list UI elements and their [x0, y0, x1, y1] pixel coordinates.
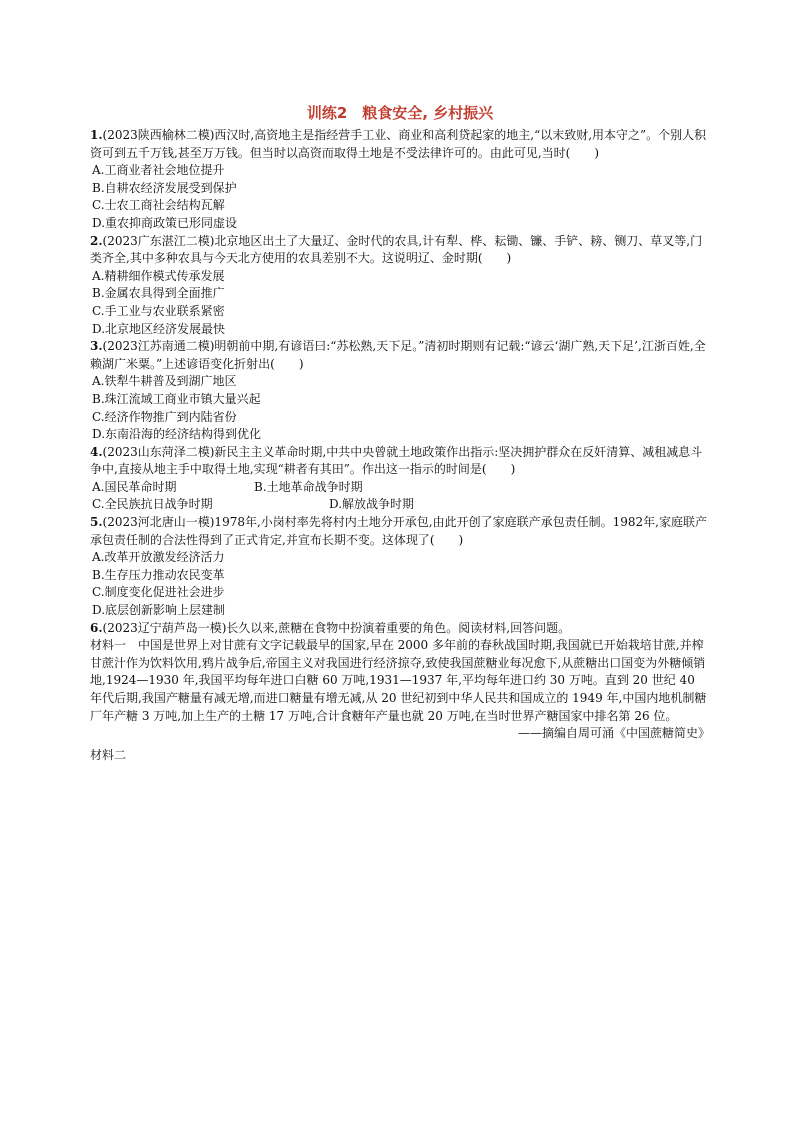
options-row-1	[90, 479, 710, 497]
option-b: B.自耕农经济发展受到保护	[92, 180, 237, 195]
option-c: C.士农工商社会结构瓦解	[92, 198, 225, 213]
option-b: B.生存压力推动农民变革	[92, 567, 225, 582]
question-number: 3.	[90, 339, 103, 354]
question-number: 6.	[90, 620, 103, 635]
option-b: B.土地革命战争时期	[254, 479, 363, 494]
option-b: B.珠江流域工商业市镇大量兴起	[92, 391, 261, 406]
option-d: D.北京地区经济发展最快	[92, 321, 226, 336]
option-a: A.国民革命时期	[92, 479, 177, 494]
material-1-source: ——摘编自周可涌《中国蔗糖简史》	[517, 726, 710, 741]
question-3-stem: 3.(2023江苏南通二模)明朝前中期,有谚语曰:“苏松熟,天下足。”清初时期则有记载:“谚云‘湖广熟,天下足’,江浙百姓,全赖湖广米粟。”上述谚语变化折射出( )	[90, 339, 706, 371]
option-c: C.制度变化促进社会进步	[92, 585, 225, 600]
option-c: C.全民族抗日战争时期	[92, 497, 213, 512]
question-3	[90, 338, 710, 444]
page-title: 训练2 粮食安全, 乡村振兴	[306, 104, 494, 122]
question-4	[90, 444, 710, 514]
question-5-stem: 5.(2023河北唐山一模)1978年,小岗村率先将村内土地分开承包,由此开创了家庭联产承包责任制。1982年,家庭联产承包责任制的合法性得到了正式肯定,并宣布长期不变。这体现了( )	[90, 515, 707, 547]
options-row-2	[90, 496, 710, 514]
option-d: D.底层创新影响上层建制	[92, 603, 226, 618]
question-1-stem: 1.(2023陕西榆林二模)西汉时,高资地主是指经营手工业、商业和高利贷起家的地主,“以末致财,用本守之”。个别人积资可到五千万钱,甚至万万钱。但当时以高资而取得土地是不受法律许可的。由此可见,当时( )	[90, 128, 707, 160]
option-d: D.重农抑商政策已形同虚设	[92, 215, 238, 230]
option-a: A.精耕细作模式传承发展	[92, 268, 225, 283]
question-6	[90, 620, 710, 765]
question-2	[90, 233, 710, 339]
question-1	[90, 127, 710, 233]
question-4-stem: 4.(2023山东菏泽二模)新民主主义革命时期,中共中央曾就土地政策作出指示:坚决拥护群众在反奸清算、减租减息斗争中,直接从地主手中取得土地,实现“耕者有其田”。作出这一指示的时间是( )	[90, 444, 703, 477]
option-c: C.手工业与农业联系紧密	[92, 303, 225, 318]
question-5	[90, 514, 710, 620]
option-a: A.工商业者社会地位提升	[92, 163, 225, 178]
question-number: 1.	[90, 128, 103, 142]
option-a: A.改革开放激发经济活力	[92, 550, 225, 565]
question-number: 5.	[90, 515, 103, 530]
material-2-label: 材料二	[90, 747, 127, 762]
question-6-stem: 6.(2023辽宁葫芦岛一模)长久以来,蔗糖在食物中扮演着重要的角色。阅读材料,回答问题。	[90, 620, 571, 635]
question-number: 2.	[90, 233, 103, 248]
option-b: B.金属农具得到全面推广	[92, 286, 225, 301]
question-number: 4.	[90, 444, 103, 459]
material-1-text: 材料一 中国是世界上对甘蔗有文字记载最早的国家,早在 2000 多年前的春秋战国时期,我国就已开始栽培甘蔗,并榨甘蔗汁作为饮料饮用,鸦片战争后,帝国主义对我国进行经济掠夺,致使我国蔗糖业每况愈下,从蔗糖出口国变为外糖倾销地,1924—1930 年,我国平均每年进口白糖 60 万吨,1931—1937 年,平均每年进口约 30 万吨。直到 20 世纪 40 年代后期,我国产糖量有减无增,而进口糖量有增无减,从 20 世纪初到中华人民共和国成立的 1949 年,中国内地机制糖厂年产糖 3 万吨,加上生产的土糖 17 万吨,合计食糖年产量也就 20 万吨,在当时世界产糖国家中排名第 26 位。	[90, 638, 707, 723]
question-2-stem: 2.(2023广东湛江二模)北京地区出土了大量辽、金时代的农具,计有犁、桦、耘锄、镰、手铲、耪、铡刀、草叉等,门类齐全,其中多种农具与今天北方使用的农具差别不大。这说明辽、金时期( )	[90, 233, 703, 266]
worksheet-page	[90, 102, 710, 764]
option-d: D.东南沿海的经济结构得到优化	[92, 427, 262, 442]
option-c: C.经济作物推广到内陆省份	[92, 409, 237, 424]
option-a: A.铁犁牛耕普及到湖广地区	[92, 374, 237, 389]
option-d: D.解放战争时期	[329, 497, 415, 512]
